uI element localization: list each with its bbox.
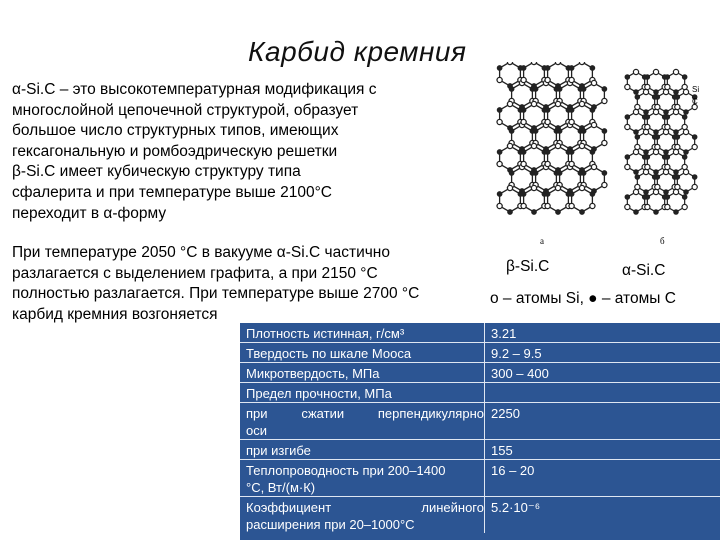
- carbon-atom: [692, 135, 696, 139]
- lattice-ring: [524, 62, 545, 86]
- silicon-atom: [555, 62, 560, 65]
- silicon-atom: [507, 143, 512, 148]
- carbon-atom: [665, 75, 669, 79]
- carbon-atom: [521, 108, 525, 112]
- lattice-ring: [548, 104, 569, 128]
- property-name: [240, 460, 485, 497]
- carbon-atom: [590, 108, 594, 112]
- silicon-atom: [675, 184, 680, 189]
- carbon-atom: [545, 66, 549, 70]
- lattice-ring: [560, 83, 581, 107]
- carbon-atom: [545, 150, 549, 154]
- silicon-atom: [643, 169, 648, 174]
- fig-label-si: Si: [692, 85, 700, 94]
- carbon-atom: [590, 66, 594, 70]
- silicon-atom: [555, 143, 560, 148]
- carbon-atom: [521, 66, 525, 70]
- carbon-atom: [654, 130, 658, 134]
- silicon-atom: [653, 69, 658, 74]
- silicon-atom: [635, 144, 640, 149]
- carbon-atom: [675, 95, 679, 99]
- carbon-atom: [675, 135, 679, 139]
- carbon-atom: [675, 175, 679, 179]
- carbon-atom: [625, 75, 629, 79]
- carbon-atom: [625, 195, 629, 199]
- alpha-description: [12, 80, 412, 224]
- silicon-atom: [633, 109, 638, 114]
- silicon-atom: [625, 124, 630, 129]
- carbon-atom: [684, 190, 688, 194]
- silicon-atom: [555, 185, 560, 190]
- fig-label-b: б: [660, 236, 665, 246]
- property-value: 5.2·10⁻⁶: [485, 497, 720, 534]
- silicon-atom: [675, 144, 680, 149]
- silicon-atom: [665, 124, 670, 129]
- lattice-ring: [536, 83, 557, 107]
- carbon-atom: [684, 150, 688, 154]
- text-line: β-Si.C имеет кубическую структуру типа: [12, 163, 301, 181]
- carbon-atom: [674, 210, 678, 214]
- carbon-atom: [655, 135, 659, 139]
- lattice-ring: [572, 146, 593, 170]
- silicon-atom: [645, 84, 650, 89]
- silicon-atom: [531, 143, 536, 148]
- carbon-atom: [665, 155, 669, 159]
- carbon-atom: [682, 195, 686, 199]
- silicon-atom: [635, 184, 640, 189]
- silicon-atom: [579, 62, 584, 65]
- lattice-ring: [524, 188, 545, 212]
- silicon-atom: [521, 161, 526, 166]
- property-value: 155: [485, 440, 720, 460]
- carbon-atom: [625, 115, 629, 119]
- carbon-atom: [645, 195, 649, 199]
- property-name-line: оси: [246, 423, 267, 438]
- carbon-atom: [625, 155, 629, 159]
- silicon-atom: [555, 101, 560, 106]
- silicon-atom: [692, 184, 697, 189]
- property-name-line: расширения при 20–1000°С: [246, 517, 415, 532]
- silicon-atom: [683, 89, 688, 94]
- silicon-atom: [497, 119, 502, 124]
- carbon-atom: [602, 171, 606, 175]
- silicon-atom: [545, 77, 550, 82]
- silicon-atom: [591, 80, 596, 85]
- silicon-atom: [579, 143, 584, 148]
- silicon-atom: [579, 101, 584, 106]
- silicon-atom: [507, 185, 512, 190]
- carbon-atom: [569, 192, 573, 196]
- silicon-atom: [625, 84, 630, 89]
- property-name-line: °С, Вт/(м·К): [246, 480, 316, 495]
- property-value: 2250: [485, 403, 720, 440]
- silicon-atom: [545, 119, 550, 124]
- lattice-ring: [536, 167, 557, 191]
- carbon-atom: [634, 170, 638, 174]
- text-line: сфалерита и при температуре выше 2100°С: [12, 183, 332, 201]
- property-name-line: Коэффициент линейного: [246, 500, 484, 515]
- carbon-atom: [674, 170, 678, 174]
- lattice-ring: [548, 146, 569, 170]
- carbon-atom: [602, 129, 606, 133]
- carbon-atom: [635, 95, 639, 99]
- carbon-atom: [497, 108, 501, 112]
- fig-label-c: C: [692, 97, 698, 106]
- carbon-atom: [509, 87, 513, 91]
- carbon-atom: [664, 150, 668, 154]
- silicon-atom: [682, 164, 687, 169]
- carbon-atom: [521, 150, 525, 154]
- lattice-ring: [572, 188, 593, 212]
- text-line: большое число структурных типов, имеющих: [12, 122, 339, 140]
- carbon-atom: [655, 95, 659, 99]
- silicon-atom: [633, 69, 638, 74]
- fig-label-a: а: [540, 236, 544, 246]
- silicon-atom: [569, 161, 574, 166]
- lattice-ring: [548, 188, 569, 212]
- carbon-atom: [644, 190, 648, 194]
- carbon-atom: [644, 150, 648, 154]
- lattice-ring: [572, 104, 593, 128]
- text-line: карбид кремния возгоняется: [12, 305, 218, 323]
- property-name: Плотность истинная, г/см³: [246, 326, 405, 341]
- silicon-atom: [643, 129, 648, 134]
- carbon-atom: [532, 210, 536, 214]
- text-line: При температуре 2050 °С в вакууме α-Si.C частично: [12, 244, 390, 261]
- carbon-atom: [644, 110, 648, 114]
- carbon-atom: [556, 210, 560, 214]
- carbon-atom: [569, 108, 573, 112]
- carbon-atom: [521, 192, 525, 196]
- table-row: [240, 323, 720, 343]
- table-row: [240, 497, 720, 534]
- silicon-atom: [625, 164, 630, 169]
- silicon-atom: [645, 204, 650, 209]
- lattice-ring: [536, 125, 557, 149]
- silicon-atom: [665, 84, 670, 89]
- silicon-atom: [653, 109, 658, 114]
- property-name: [240, 497, 485, 534]
- lattice-ring: [500, 104, 521, 128]
- decomposition-description: [12, 243, 482, 325]
- silicon-atom: [663, 129, 668, 134]
- silicon-atom: [531, 101, 536, 106]
- text-line: гексагональную и ромбоэдрическую решетки: [12, 142, 338, 160]
- property-name: Предел прочности, МПа: [246, 386, 392, 401]
- lattice-ring: [500, 188, 521, 212]
- carbon-atom: [684, 110, 688, 114]
- silicon-atom: [673, 69, 678, 74]
- silicon-atom: [602, 98, 607, 103]
- text-line: многослойной цепочечной структурой, образует: [12, 101, 359, 119]
- carbon-atom: [654, 170, 658, 174]
- carbon-atom: [634, 90, 638, 94]
- carbon-atom: [497, 192, 501, 196]
- property-name-line: Теплопроводность при 200–1400: [246, 463, 446, 478]
- property-value: 9.2 – 9.5: [485, 343, 720, 363]
- silicon-atom: [645, 164, 650, 169]
- text-line: переходит в α-форму: [12, 204, 167, 222]
- silicon-atom: [602, 182, 607, 187]
- beta-lattice: [497, 62, 607, 214]
- carbon-atom: [545, 192, 549, 196]
- silicon-atom: [507, 62, 512, 65]
- silicon-atom: [497, 77, 502, 82]
- carbon-atom: [682, 75, 686, 79]
- carbon-atom: [581, 87, 585, 91]
- silicon-atom: [673, 189, 678, 194]
- silicon-atom: [521, 203, 526, 208]
- silicon-atom: [579, 185, 584, 190]
- carbon-atom: [682, 155, 686, 159]
- silicon-atom: [663, 89, 668, 94]
- lattice-ring: [584, 125, 605, 149]
- property-value: [485, 383, 720, 403]
- carbon-atom: [509, 171, 513, 175]
- text-line: α-Si.C – это высокотемпературная модификация с: [12, 81, 377, 98]
- lattice-ring: [560, 125, 581, 149]
- silicon-atom: [675, 104, 680, 109]
- lattice-ring: [524, 104, 545, 128]
- silicon-atom: [531, 62, 536, 65]
- carbon-atom: [635, 135, 639, 139]
- carbon-atom: [557, 171, 561, 175]
- carbon-atom: [545, 108, 549, 112]
- table-row: [240, 403, 720, 440]
- silicon-atom: [633, 149, 638, 154]
- carbon-atom: [654, 210, 658, 214]
- silicon-atom: [655, 144, 660, 149]
- property-name-line: при сжатии перпендикулярно: [246, 406, 484, 421]
- carbon-atom: [635, 175, 639, 179]
- carbon-atom: [634, 130, 638, 134]
- silicon-atom: [545, 161, 550, 166]
- carbon-atom: [682, 115, 686, 119]
- property-name: при изгибе: [246, 443, 311, 458]
- text-line: полностью разлагается. При температуре выше 2700 °С: [12, 285, 420, 303]
- silicon-atom: [682, 124, 687, 129]
- silicon-atom: [655, 184, 660, 189]
- silicon-atom: [683, 129, 688, 134]
- silicon-atom: [692, 144, 697, 149]
- beta-sic-label: β-Si.C: [506, 258, 550, 275]
- carbon-atom: [569, 150, 573, 154]
- carbon-atom: [581, 171, 585, 175]
- silicon-atom: [643, 89, 648, 94]
- silicon-atom: [497, 161, 502, 166]
- carbon-atom: [674, 90, 678, 94]
- silicon-atom: [645, 124, 650, 129]
- property-name: [240, 403, 485, 440]
- silicon-atom: [682, 84, 687, 89]
- carbon-atom: [557, 129, 561, 133]
- silicon-atom: [497, 203, 502, 208]
- lattice-ring: [512, 125, 533, 149]
- table-row: [240, 460, 720, 497]
- carbon-atom: [557, 87, 561, 91]
- silicon-atom: [653, 149, 658, 154]
- properties-table: [240, 323, 720, 540]
- lattice-ring: [500, 62, 521, 86]
- silicon-atom: [590, 203, 595, 208]
- table-row: [240, 343, 720, 363]
- lattice-ring: [560, 167, 581, 191]
- text-line: разлагается с выделением графита, а при 2150 °С: [12, 264, 378, 282]
- silicon-atom: [569, 77, 574, 82]
- carbon-atom: [497, 66, 501, 70]
- carbon-atom: [508, 210, 512, 214]
- silicon-atom: [569, 203, 574, 208]
- carbon-atom: [692, 175, 696, 179]
- silicon-atom: [665, 164, 670, 169]
- carbon-atom: [634, 210, 638, 214]
- lattice-ring: [584, 83, 605, 107]
- silicon-atom: [633, 189, 638, 194]
- carbon-atom: [581, 129, 585, 133]
- silicon-atom: [625, 204, 630, 209]
- table-row: [240, 363, 720, 383]
- silicon-atom: [531, 185, 536, 190]
- silicon-atom: [655, 104, 660, 109]
- property-value: 16 – 20: [485, 460, 720, 497]
- property-name: Микротвердость, МПа: [246, 366, 380, 381]
- silicon-atom: [663, 169, 668, 174]
- carbon-atom: [533, 129, 537, 133]
- alpha-lattice: [625, 69, 698, 214]
- lattice-ring: [524, 146, 545, 170]
- carbon-atom: [645, 75, 649, 79]
- carbon-atom: [533, 87, 537, 91]
- silicon-atom: [521, 77, 526, 82]
- lattice-ring: [500, 146, 521, 170]
- carbon-atom: [645, 155, 649, 159]
- silicon-atom: [507, 101, 512, 106]
- silicon-atom: [635, 104, 640, 109]
- silicon-atom: [545, 203, 550, 208]
- carbon-atom: [509, 129, 513, 133]
- lattice-ring: [584, 167, 605, 191]
- carbon-atom: [497, 150, 501, 154]
- silicon-atom: [673, 149, 678, 154]
- silicon-atom: [653, 189, 658, 194]
- silicon-atom: [683, 169, 688, 174]
- carbon-atom: [654, 90, 658, 94]
- carbon-atom: [602, 87, 606, 91]
- carbon-atom: [665, 115, 669, 119]
- carbon-atom: [590, 192, 594, 196]
- carbon-atom: [655, 175, 659, 179]
- atom-legend: о – атомы Si, ● – атомы С: [490, 290, 676, 307]
- lattice-ring: [548, 62, 569, 86]
- silicon-atom: [569, 119, 574, 124]
- carbon-atom: [664, 110, 668, 114]
- table-row: [240, 383, 720, 403]
- carbon-atom: [533, 171, 537, 175]
- carbon-atom: [590, 150, 594, 154]
- silicon-atom: [521, 119, 526, 124]
- carbon-atom: [645, 115, 649, 119]
- carbon-atom: [569, 66, 573, 70]
- property-value: 300 – 400: [485, 363, 720, 383]
- silicon-atom: [591, 122, 596, 127]
- alpha-sic-label: α-Si.C: [622, 262, 666, 279]
- lattice-ring: [572, 62, 593, 86]
- carbon-atom: [664, 190, 668, 194]
- silicon-atom: [682, 204, 687, 209]
- silicon-atom: [602, 140, 607, 145]
- silicon-atom: [591, 164, 596, 169]
- carbon-atom: [674, 130, 678, 134]
- lattice-ring: [512, 83, 533, 107]
- page-title: Карбид кремния: [248, 36, 467, 67]
- crystal-structure-figure: [488, 62, 720, 252]
- silicon-atom: [665, 204, 670, 209]
- carbon-atom: [580, 210, 584, 214]
- lattice-ring: [512, 167, 533, 191]
- carbon-atom: [665, 195, 669, 199]
- property-name: Твердость по шкале Мооса: [246, 346, 412, 361]
- silicon-atom: [673, 109, 678, 114]
- table-row: [240, 440, 720, 460]
- property-value: 3.21: [485, 323, 720, 343]
